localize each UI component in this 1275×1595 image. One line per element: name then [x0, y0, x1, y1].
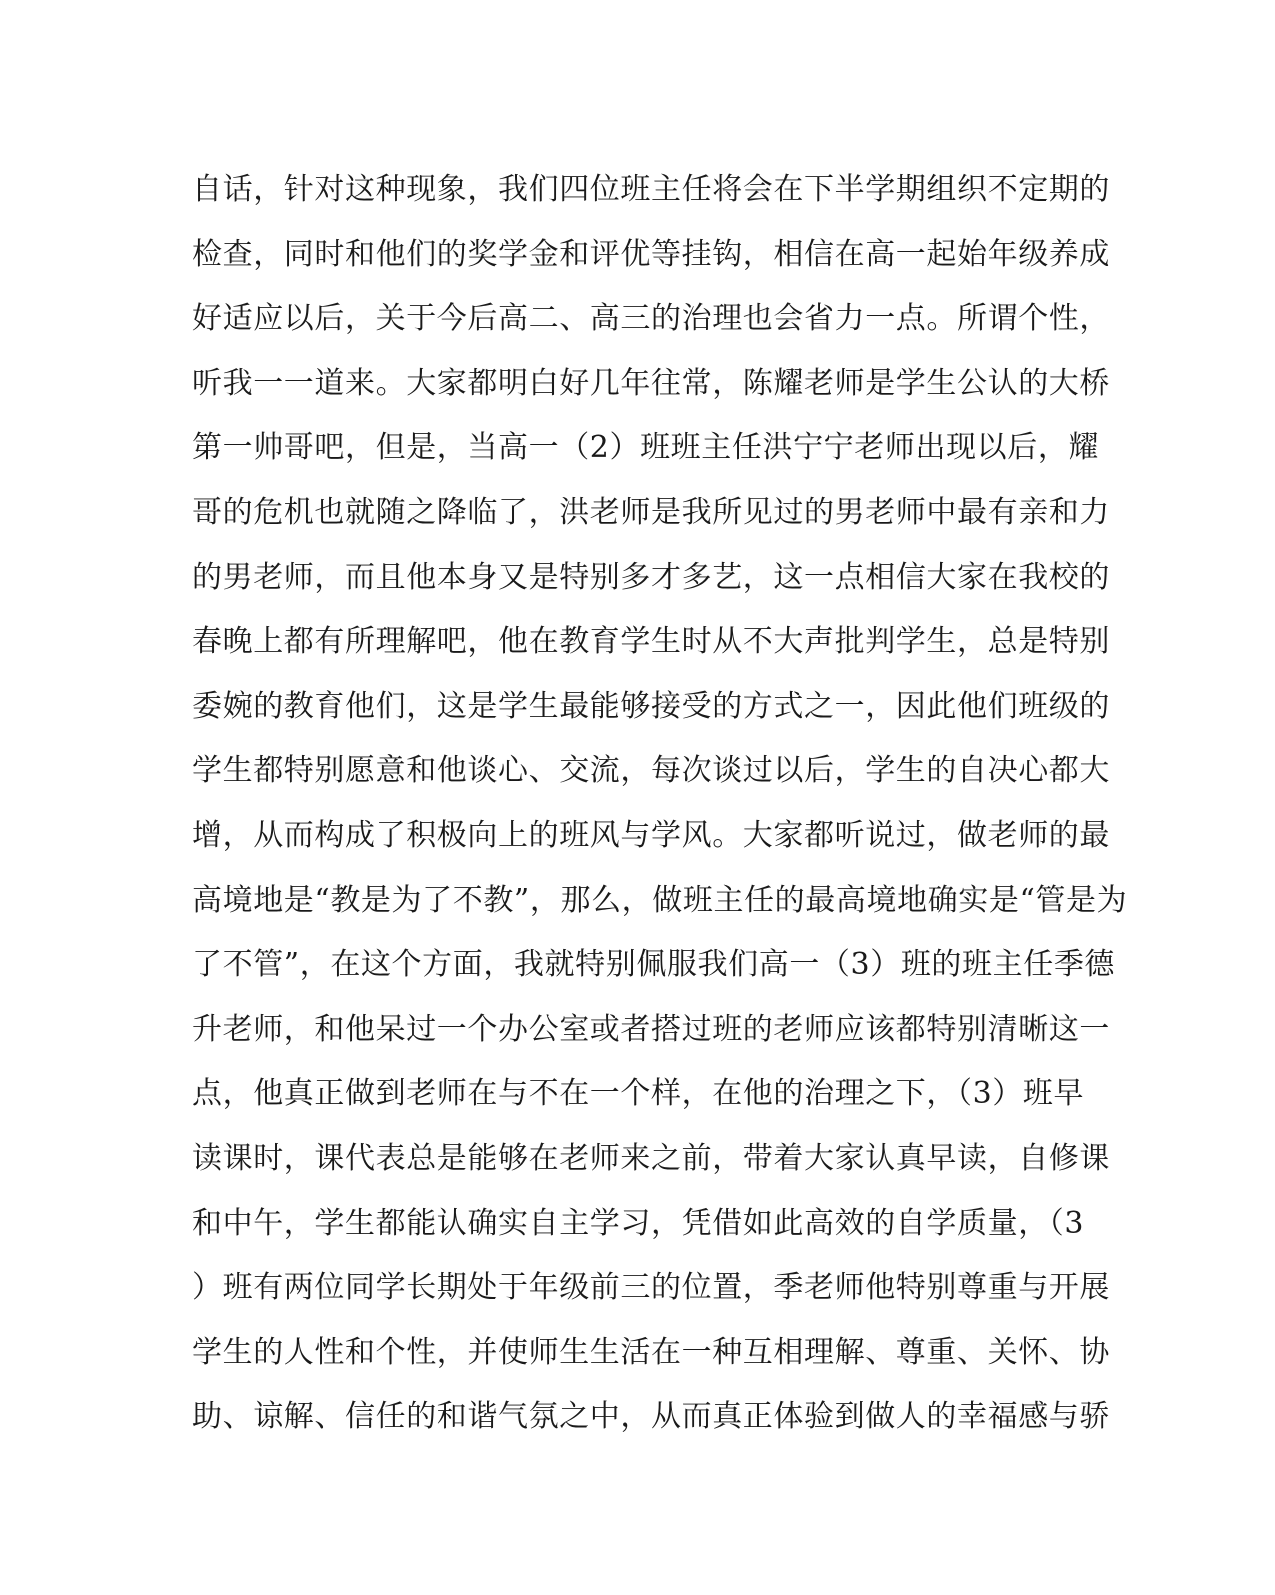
- text-line-18: ）班有两位同学长期处于年级前三的位置，季老师他特别尊重与开展: [192, 1270, 1110, 1306]
- text-line-2: 检查，同时和他们的奖学金和评优等挂钩，相信在高一起始年级养成: [192, 236, 1110, 272]
- text-line-19: 学生的人性和个性，并使师生生活在一种互相理解、尊重、关怀、协: [192, 1334, 1110, 1370]
- text-line-16: 读课时，课代表总是能够在老师来之前，带着大家认真早读，自修课: [192, 1140, 1110, 1176]
- text-line-17: 和中午，学生都能认确实自主学习，凭借如此高效的自学质量，（3: [192, 1205, 1085, 1241]
- text-line-1: 自话，针对这种现象，我们四位班主任将会在下半学期组织不定期的: [192, 172, 1110, 207]
- text-line-13: 了不管”，在这个方面，我就特别佩服我们高一（3）班的班主任季德: [192, 947, 1116, 983]
- text-line-7: 的男老师，而且他本身又是特别多才多艺，这一点相信大家在我校的: [192, 559, 1110, 595]
- text-line-10: 学生都特别愿意和他谈心、交流，每次谈过以后，学生的自决心都大: [192, 753, 1110, 789]
- text-line-15: 点，他真正做到老师在与不在一个样，在他的治理之下，（3）班早: [192, 1076, 1085, 1112]
- text-line-3: 好适应以后，关于今后高二、高三的治理也会省力一点。所谓个性，: [192, 301, 1110, 337]
- text-line-20: 助、谅解、信任的和谐气氛之中，从而真正体验到做人的幸福感与骄: [192, 1399, 1110, 1435]
- text-line-6: 哥的危机也就随之降临了，洪老师是我所见过的男老师中最有亲和力: [192, 494, 1110, 530]
- text-line-9: 委婉的教育他们，这是学生最能够接受的方式之一，因此他们班级的: [192, 688, 1110, 724]
- body-text: [192, 158, 1128, 1450]
- text-line-5: 第一帅哥吧，但是，当高一（2）班班主任洪宁宁老师出现以后，耀: [192, 430, 1100, 466]
- text-line-8: 春晚上都有所理解吧，他在教育学生时从不大声批判学生，总是特别: [192, 624, 1110, 660]
- text-line-11: 增，从而构成了积极向上的班风与学风。大家都听说过，做老师的最: [192, 817, 1110, 853]
- text-line-12: 高境地是“教是为了不教”，那么，做班主任的最高境地确实是“管是为: [192, 882, 1128, 918]
- text-line-4: 听我一一道来。大家都明白好几年往常，陈耀老师是学生公认的大桥: [192, 365, 1110, 401]
- text-line-14: 升老师，和他呆过一个办公室或者搭过班的老师应该都特别清晰这一: [192, 1011, 1110, 1047]
